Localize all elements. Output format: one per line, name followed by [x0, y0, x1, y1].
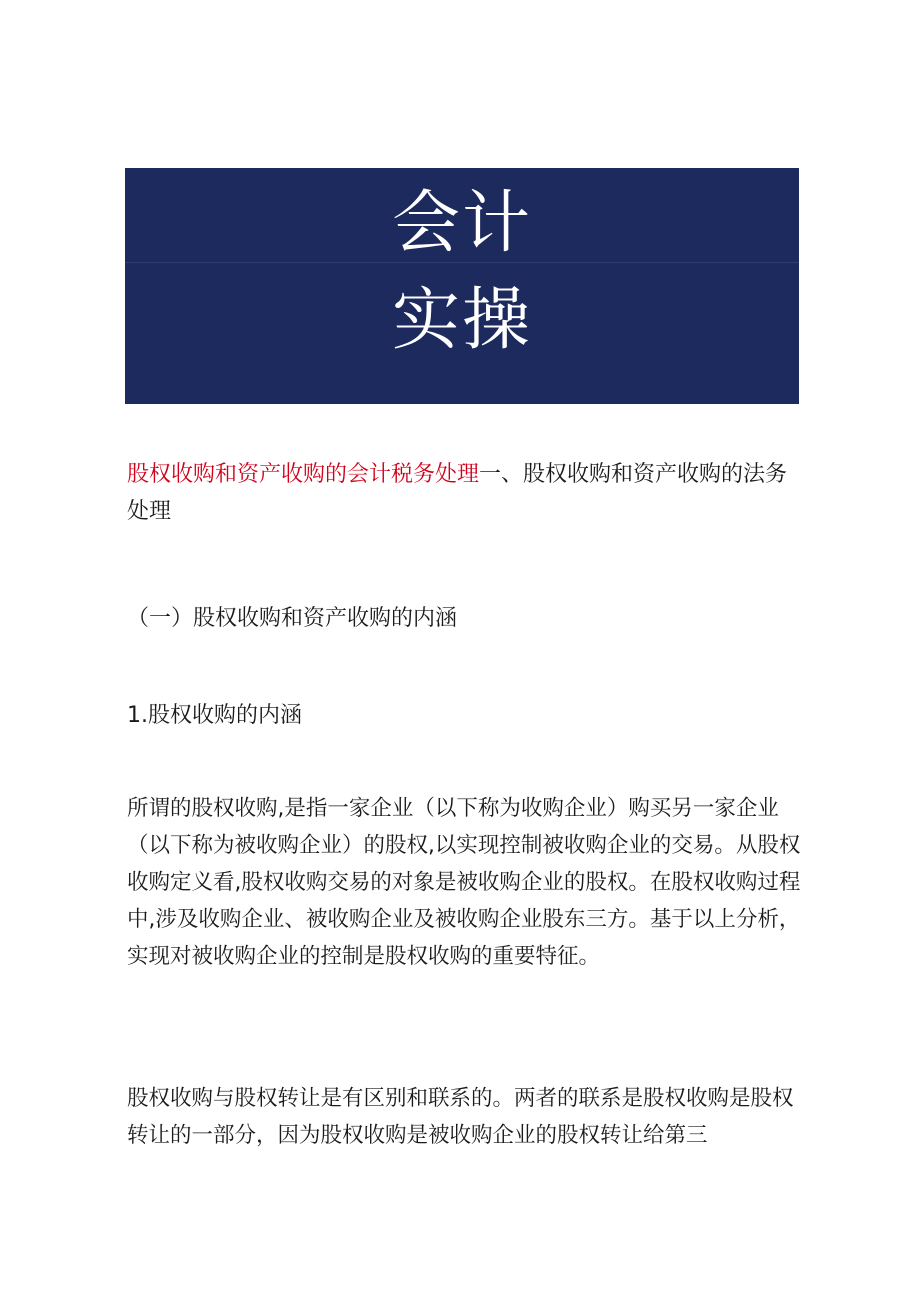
- sub-heading: 1.股权收购的内涵: [127, 703, 302, 728]
- body-paragraph-2: 股权收购与股权转让是有区别和联系的。两者的联系是股权收购是股权转让的一部分，因为股权收购是被收购企业的股权转让给第三: [127, 1086, 794, 1148]
- banner-title-line-1: 会计: [391, 184, 532, 263]
- title-banner: [125, 168, 799, 404]
- section-heading: （一）股权收购和资产收购的内涵: [127, 606, 458, 631]
- lead-highlight-title: 股权收购和资产收购的会计税务处理: [127, 462, 480, 487]
- body-paragraph-1: 所谓的股权收购,是指一家企业（以下称为收购企业）购买另一家企业（以下称为被收购企业）的股权,以实现控制被收购企业的交易。从股权收购定义看,股权收购交易的对象是被收购企业的股权。在股权收购过程中,涉及收购企业、被收购企业及被收购企业股东三方。基于以上分析，实现对被收购企业的控制是股权收购的重要特征。: [127, 796, 801, 969]
- lead-rest-text: 一、股权收购和资产收购的法务处理: [127, 462, 788, 524]
- banner-title-line-2: 实操: [391, 281, 532, 360]
- lead-paragraph: [127, 456, 807, 530]
